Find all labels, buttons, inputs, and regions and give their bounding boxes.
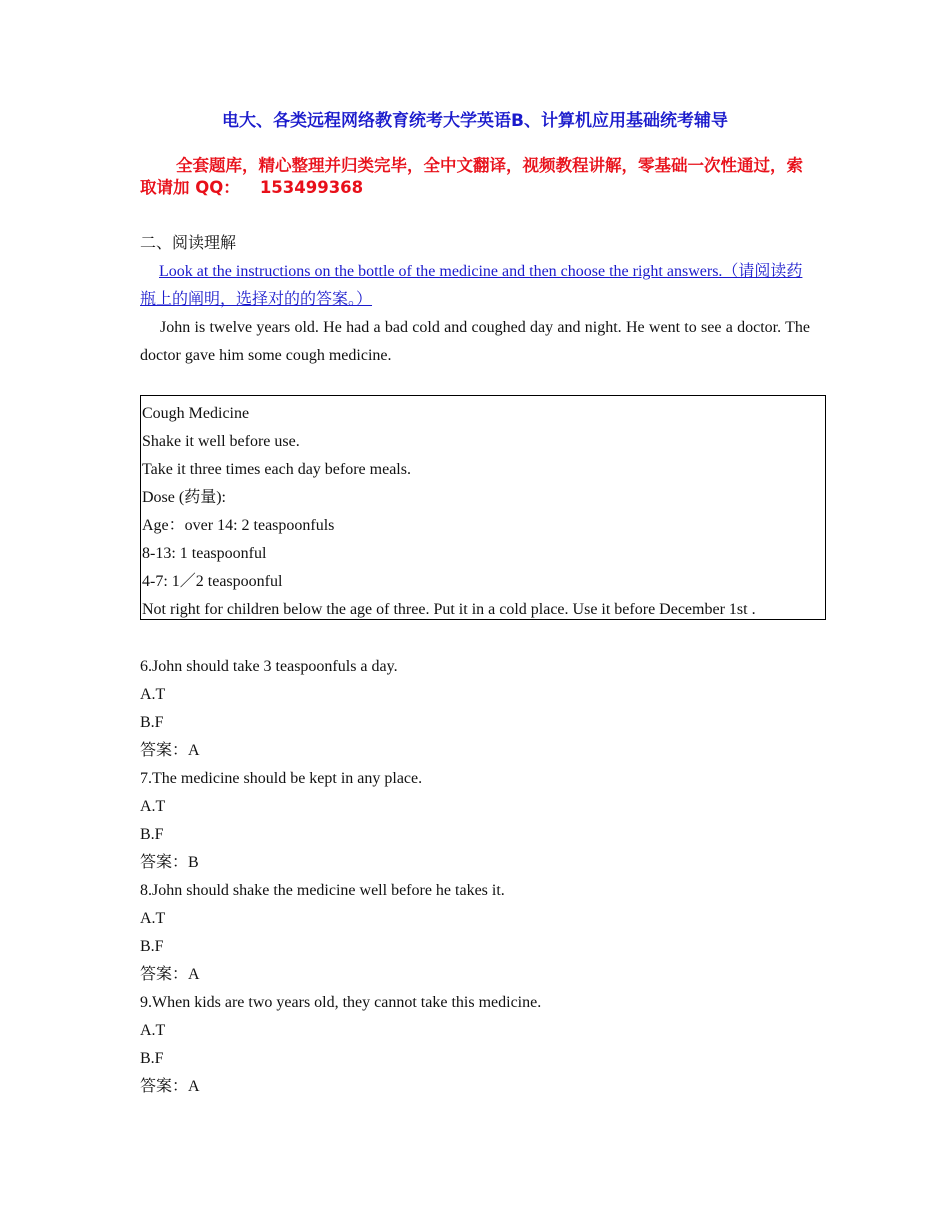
option-a: A.T <box>140 910 166 927</box>
label-line: Shake it well before use. <box>142 433 300 450</box>
label-line: 4-7: 1／2 teaspoonful <box>142 573 283 590</box>
option-a: A.T <box>140 798 166 815</box>
label-title: Cough Medicine <box>142 405 250 422</box>
label-line: 8-13: 1 teaspoonful <box>142 545 267 562</box>
answer-text: 答案：B <box>140 854 199 871</box>
option-b: B.F <box>140 714 164 731</box>
document-title: 电大、各类远程网络教育统考大学英语B、计算机应用基础统考辅导 <box>222 111 728 131</box>
qq-number: 153499368 <box>259 178 364 197</box>
question-text: 9.When kids are two years old, they cannot take this medicine. <box>140 994 542 1011</box>
question-text: 6.John should take 3 teaspoonfuls a day. <box>140 658 398 675</box>
answer-text: 答案：A <box>140 742 200 759</box>
answer-text: 答案：A <box>140 1078 200 1095</box>
option-b: B.F <box>140 826 164 843</box>
question-text: 8.John should shake the medicine well before he takes it. <box>140 882 505 899</box>
option-b: B.F <box>140 1050 164 1067</box>
option-a: A.T <box>140 1022 166 1039</box>
promo-notice <box>140 155 815 199</box>
question-text: 7.The medicine should be kept in any place. <box>140 770 423 787</box>
option-a: A.T <box>140 686 166 703</box>
story-paragraph: John is twelve years old. He had a bad cold and coughed day and night. He went to see a doctor. The doctor gave him some cough medicine. <box>140 319 810 364</box>
label-line: Not right for children below the age of three. Put it in a cold place. Use it before December 1st . <box>142 601 756 618</box>
label-line: Dose (药量): <box>142 489 226 506</box>
question-list <box>140 653 541 1101</box>
section-heading: 二、阅读理解 <box>140 235 237 252</box>
option-b: B.F <box>140 938 164 955</box>
medicine-label-box <box>140 395 826 620</box>
instruction-link[interactable]: Look at the instructions on the bottle of the medicine and then choose the right answers.（请阅读药瓶上的阐明，选择对的的答案。） <box>140 263 803 308</box>
label-line: Take it three times each day before meals. <box>142 461 411 478</box>
label-line: Age：over 14: 2 teaspoonfuls <box>142 517 335 534</box>
answer-text: 答案：A <box>140 966 200 983</box>
promo-text: 全套题库，精心整理并归类完毕，全中文翻译，视频教程讲解，零基础一次性通过，索取请加 QQ： <box>140 156 803 197</box>
